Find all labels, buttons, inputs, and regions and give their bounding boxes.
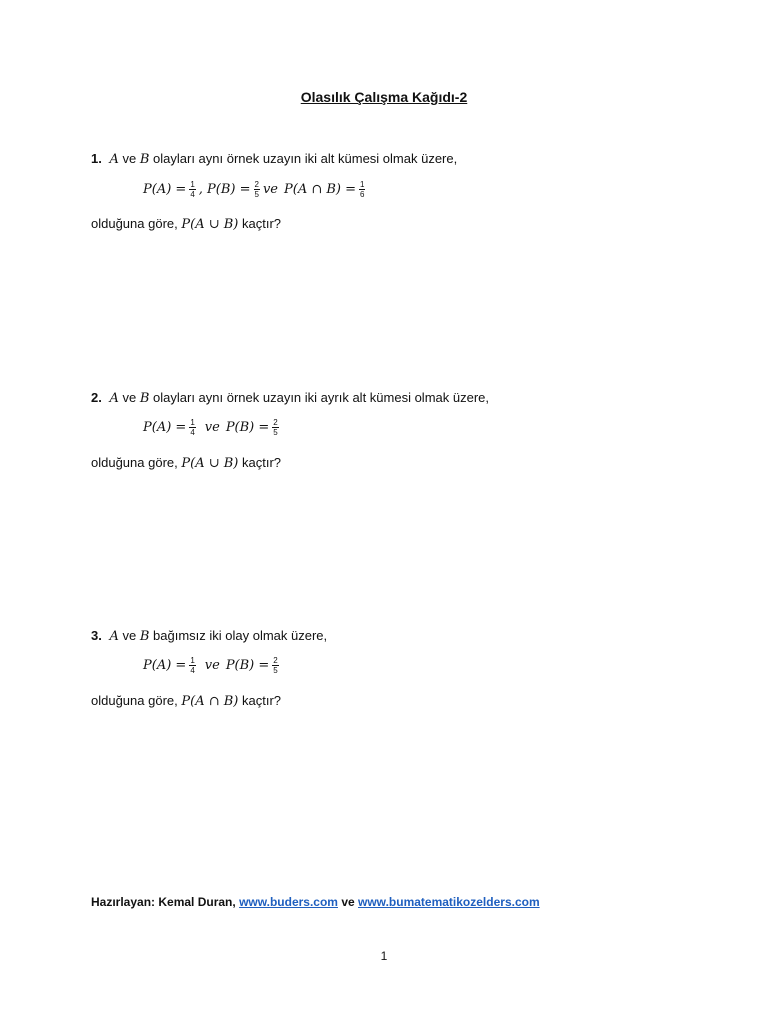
page-number: 1 [380,949,388,963]
question-1-statement [91,151,457,168]
fraction-numerator: 1 [360,180,365,189]
formula-pab: P(A ∩ B) = [284,182,357,197]
event-b: B [139,391,150,406]
question-1-number: 1. [91,151,102,166]
event-b: B [139,152,150,167]
statement-text: bağımsız iki olay olmak üzere, [153,628,328,643]
formula-pb: P(B) = [225,420,270,435]
formula-pb: P(B) = [225,658,270,673]
ask-prefix: olduğuna göre, [91,455,178,470]
ask-expression: P(A ∪ B) [181,217,239,232]
page-title: Olasılık Çalışma Kağıdı-2 [300,89,468,105]
fraction-pab [359,180,365,199]
fraction-denominator: 4 [190,428,195,437]
fraction-denominator: 5 [273,428,278,437]
question-2-number: 2. [91,390,102,405]
ask-suffix: kaçtır? [242,455,282,470]
ask-prefix: olduğuna göre, [91,216,178,231]
question-2-ask [91,455,281,472]
fraction-pa [189,656,195,675]
event-a: A [109,391,119,406]
ask-suffix: kaçtır? [242,216,282,231]
link-bumatematikozelders[interactable]: www.bumatematikozelders.com [358,895,540,909]
formula-pa: P(A) = [143,182,187,197]
question-1-formula [143,180,368,199]
link-buders[interactable]: www.buders.com [239,895,338,909]
formula-pa: P(A) = [143,658,187,673]
fraction-pa [189,180,195,199]
question-3-ask [91,693,281,710]
formula-pa: P(A) = [143,420,187,435]
ask-expression: P(A ∪ B) [181,456,239,471]
formula-ve: ve [204,420,220,435]
formula-pb: , P(B) = [198,182,251,197]
fraction-pb [272,418,278,437]
question-3-statement [91,628,327,645]
fraction-pb [254,180,260,199]
footer [91,895,540,909]
conjunction: ve [122,390,137,405]
fraction-numerator: 1 [190,656,195,665]
fraction-numerator: 2 [254,180,259,189]
fraction-denominator: 6 [360,190,365,199]
event-b: B [139,629,150,644]
author-label: Hazırlayan: Kemal Duran, [91,895,236,909]
ask-suffix: kaçtır? [242,693,282,708]
question-3-formula [143,656,282,675]
formula-ve: ve [204,658,220,673]
fraction-denominator: 5 [273,666,278,675]
statement-text: olayları aynı örnek uzayın iki ayrık alt kümesi olmak üzere, [153,390,489,405]
question-1-ask [91,216,281,233]
fraction-denominator: 4 [190,190,195,199]
event-a: A [109,152,119,167]
ask-expression: P(A ∩ B) [181,694,239,709]
conjunction: ve [122,628,137,643]
statement-text: olayları aynı örnek uzayın iki alt kümesi olmak üzere, [153,151,458,166]
fraction-numerator: 1 [190,418,195,427]
formula-ve: ve [262,182,278,197]
fraction-numerator: 2 [273,656,278,665]
fraction-denominator: 4 [190,666,195,675]
event-a: A [109,629,119,644]
fraction-pb [272,656,278,675]
question-2-formula [143,418,282,437]
ask-prefix: olduğuna göre, [91,693,178,708]
fraction-numerator: 2 [273,418,278,427]
conjunction: ve [122,151,137,166]
fraction-numerator: 1 [190,180,195,189]
question-2-statement [91,390,489,407]
fraction-denominator: 5 [254,190,259,199]
fraction-pa [189,418,195,437]
footer-connector: ve [341,895,355,909]
question-3-number: 3. [91,628,102,643]
